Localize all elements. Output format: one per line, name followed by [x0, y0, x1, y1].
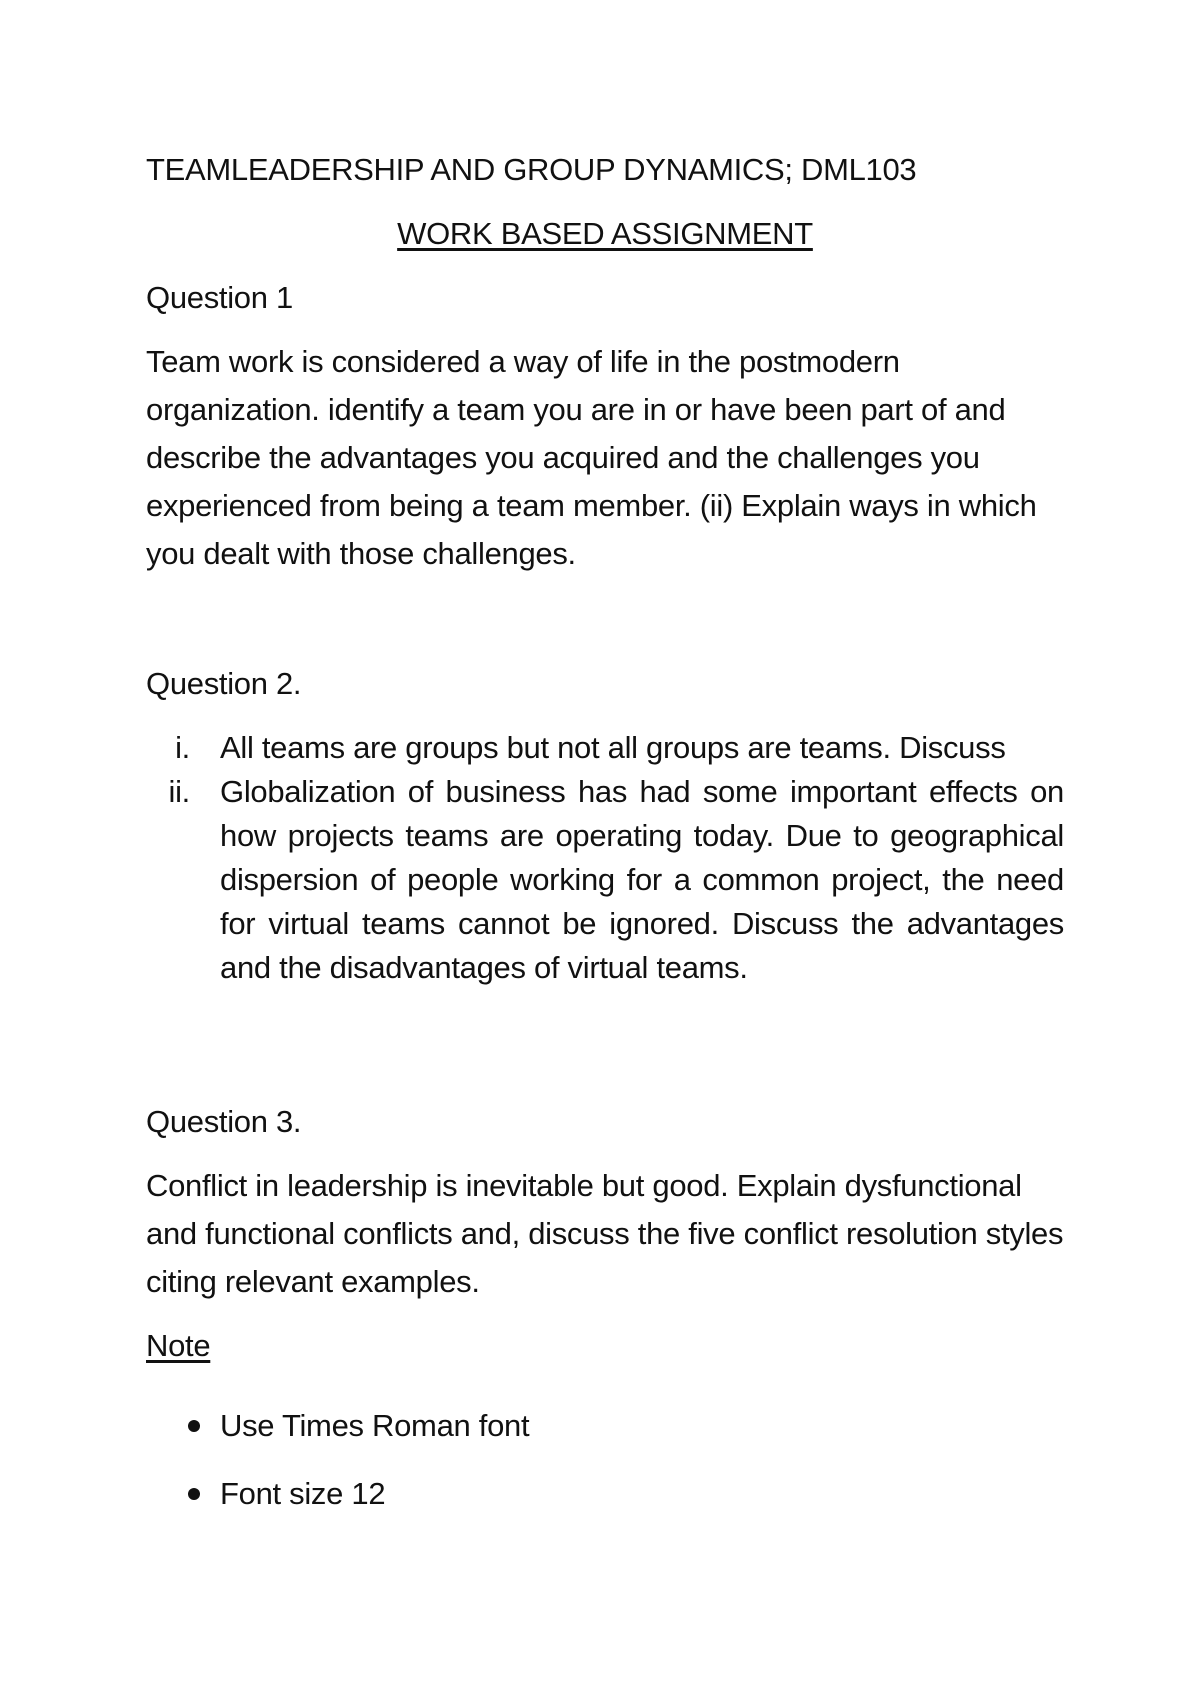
bullet-icon — [188, 1420, 200, 1432]
question-2-list — [146, 726, 1064, 990]
note-item-text: Font size 12 — [220, 1476, 386, 1511]
question-2-item — [146, 726, 1064, 770]
note-heading-text: Note — [146, 1328, 211, 1363]
question-2-heading: Question 2. — [146, 666, 302, 701]
question-3-heading: Question 3. — [146, 1104, 302, 1139]
note-item-text: Use Times Roman font — [220, 1408, 530, 1443]
list-marker: ii. — [168, 774, 190, 809]
note-list — [146, 1402, 1064, 1538]
document-title: TEAMLEADERSHIP AND GROUP DYNAMICS; DML103 — [146, 152, 917, 187]
question-2-item-text: Globalization of business has had some important effects on how projects teams are operating today. Due to geographical dispersion of people working for a common project, the need for virtual teams cannot be ignored. Discuss the advantages and the disadvantages of virtual teams. — [220, 774, 1064, 985]
question-1-text: Team work is considered a way of life in the postmodern organization. identify a team you are in or have been part of and describe the advantages you acquired and the challenges you experienced from being a team member. (ii) Explain ways in which you dealt with those challenges. — [146, 344, 1037, 571]
note-heading — [146, 1322, 1064, 1370]
bullet-icon — [188, 1488, 200, 1500]
question-3-text: Conflict in leadership is inevitable but good. Explain dysfunctional and functional conflicts and, discuss the five conflict resolution styles citing relevant examples. — [146, 1168, 1064, 1299]
note-item — [146, 1402, 1064, 1450]
document-subtitle — [146, 210, 1064, 258]
question-2-item — [146, 770, 1064, 990]
list-marker: i. — [175, 730, 190, 765]
document-subtitle-text: WORK BASED ASSIGNMENT — [397, 216, 813, 251]
note-item — [146, 1470, 1064, 1518]
question-2-item-text: All teams are groups but not all groups are teams. Discuss — [220, 730, 1006, 765]
question-1-heading: Question 1 — [146, 280, 293, 315]
